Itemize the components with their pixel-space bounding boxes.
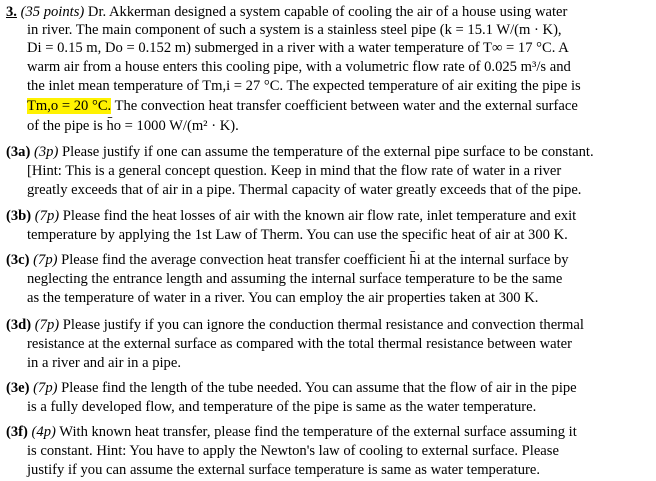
part-3d-text: Please justify if you can ignore the conduction thermal resistance and convection thermal (62, 317, 584, 333)
part-3c-line-2: neglecting the entrance length and assuming the internal surface temperature to be the same (27, 271, 563, 287)
part-3f-label: (3f) (6, 424, 28, 440)
part-3f-text: With known heat transfer, please find the temperature of the external surface assuming it (59, 424, 577, 440)
problem-line-1 (6, 3, 567, 21)
part-3b-text: Please find the heat losses of air with the known air flow rate, inlet temperature and exit (62, 208, 577, 224)
part-3b-line-1 (6, 207, 576, 225)
part-3f-line-1 (6, 423, 577, 441)
part-3d-line-2: resistance at the external surface as compared with the total thermal resistance between water (27, 336, 572, 352)
part-3a-text: Please justify if one can assume the temperature of the external pipe surface to be constant. (61, 144, 594, 160)
problem-line-6 (27, 97, 578, 115)
part-3b-line-2: temperature by applying the 1st Law of Therm. You can use the specific heat of air at 300 K. (27, 227, 568, 243)
highlighted-exit-temperature: Tm,o = 20 °C. (27, 98, 112, 114)
part-3d-line-3: in a river and air in a pipe. (27, 355, 181, 371)
part-3c-label: (3c) (6, 252, 30, 268)
part-3a-line-1 (6, 143, 594, 161)
problem-line-2: in river. The main component of such a system is a stainless steel pipe (k = 15.1 W/(m · K), (27, 22, 562, 38)
problem-line-3: Di = 0.15 m, Do = 0.152 m) submerged in a river with a water temperature of T∞ = 17 °C. A (27, 40, 569, 56)
problem-text: The convection heat transfer coefficient between water and the external surface (114, 98, 578, 114)
problem-line-5: the inlet mean temperature of Tm,i = 27 °C. The expected temperature of air exiting the pipe is (27, 78, 581, 94)
problem-line-4: warm air from a house enters this cooling pipe, with a volumetric flow rate of 0.025 m³/s and (27, 59, 571, 75)
part-3f-points: (4p) (31, 424, 56, 440)
part-3e-points: (7p) (33, 380, 58, 396)
part-3c-line-1 (6, 251, 569, 269)
part-3f-line-2: is constant. Hint: You have to apply the Newton's law of cooling to external surface. Please (27, 443, 559, 459)
part-3c-points: (7p) (33, 252, 58, 268)
part-3a-line-3: greatly exceeds that of air in a pipe. Thermal capacity of water greatly exceeds that of the pipe. (27, 182, 582, 198)
part-3b-label: (3b) (6, 208, 32, 224)
part-3a-points: (3p) (33, 144, 59, 160)
part-3d-line-1 (6, 316, 584, 334)
part-3e-label: (3e) (6, 380, 30, 396)
part-3c-text: Please find the average convection heat transfer coefficient h̄i at the internal surface by (61, 252, 569, 268)
problem-number: 3. (6, 4, 17, 20)
part-3e-line-1 (6, 379, 577, 397)
part-3a-label: (3a) (6, 144, 31, 160)
part-3f-line-3: justify if you can assume the external surface temperature is same as water temperature. (27, 462, 540, 478)
part-3d-label: (3d) (6, 317, 32, 333)
part-3e-text: Please find the length of the tube needed. You can assume that the flow of air in the pipe (61, 380, 577, 396)
part-3a-line-2: [Hint: This is a general concept question. Keep in mind that the flow rate of water in a river (27, 163, 562, 179)
part-3e-line-2: is a fully developed flow, and temperature of the pipe is same as the water temperature. (27, 399, 537, 415)
part-3c-line-3: as the temperature of water in a river. You can employ the air properties taken at 300 K. (27, 290, 539, 306)
problem-text: Dr. Akkerman designed a system capable of cooling the air of a house using water (87, 4, 568, 20)
problem-points: (35 points) (20, 4, 85, 20)
part-3b-points: (7p) (34, 208, 60, 224)
part-3d-points: (7p) (34, 317, 60, 333)
problem-line-7: of the pipe is h̄o = 1000 W/(m² · K). (27, 118, 239, 134)
